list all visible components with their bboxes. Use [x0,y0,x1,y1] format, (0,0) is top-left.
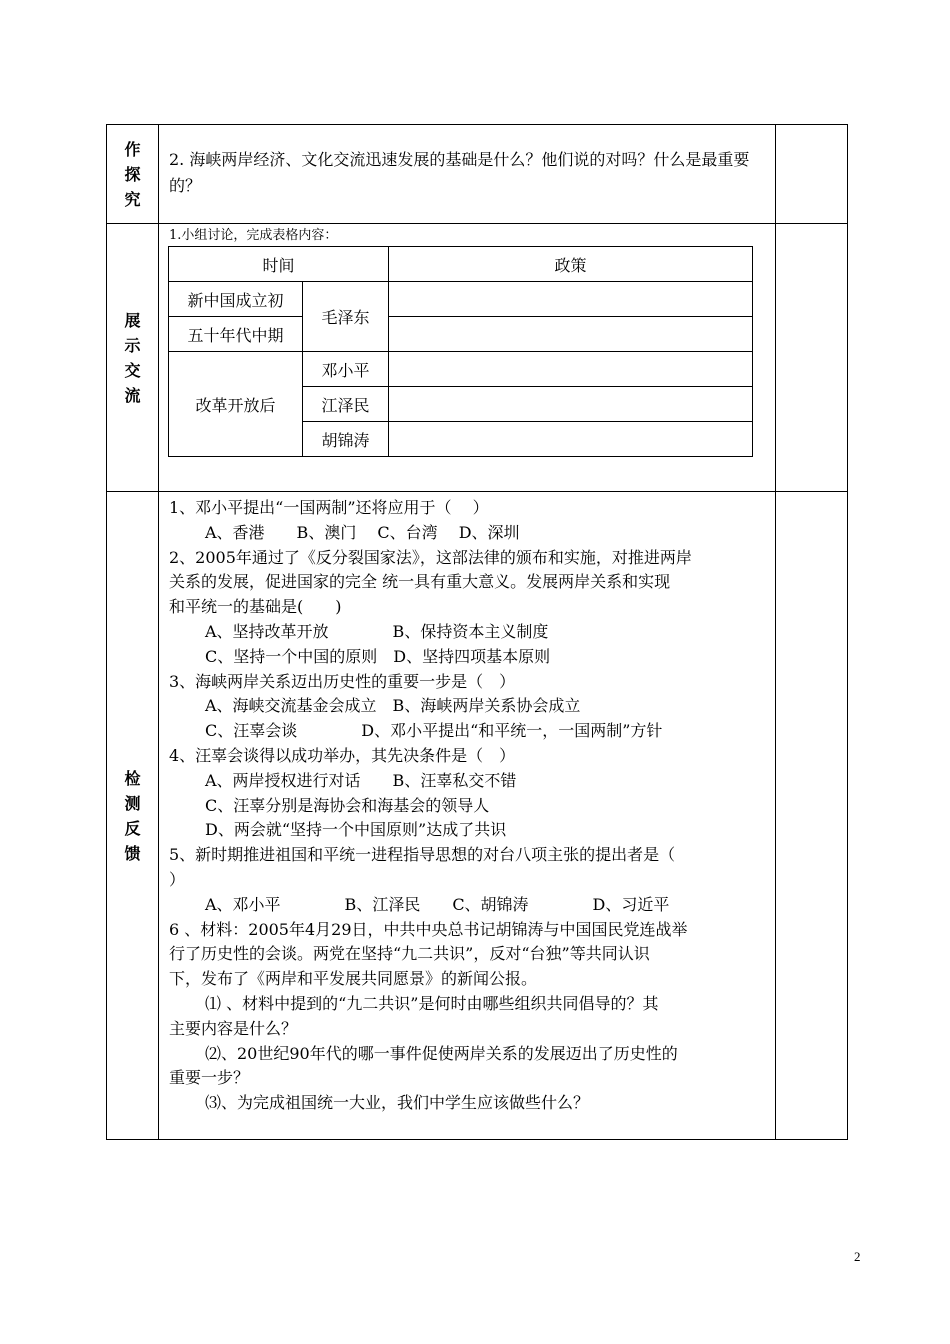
display-content [159,224,776,492]
policy-blank[interactable] [389,387,753,422]
test-label-cell [107,492,159,1140]
policy-blank[interactable] [389,422,753,457]
test-line: ） [169,869,186,889]
explore-label-cell [107,125,159,224]
test-content [159,492,776,1140]
test-line: A、海峡交流基金会成立 B、海峡两岸关系协会成立 [205,696,581,716]
test-line: 下，发布了《两岸和平发展共同愿景》的新闻公报。 [169,969,538,989]
display-label-cell [107,224,159,492]
policy-blank[interactable] [389,317,753,352]
policy-blank[interactable] [389,282,753,317]
test-line: ⑴ 、材料中提到的“九二共识”是何时由哪些组织共同倡导的？其 [205,993,659,1013]
test-line: A、两岸授权进行对话 B、汪辜私交不错 [205,770,517,790]
test-line: C、汪辜分别是海协会和海基会的领导人 [205,795,490,815]
test-line: 重要一步？ [169,1068,250,1088]
test-line: 主要内容是什么？ [169,1018,298,1038]
leader-cell: 胡锦涛 [303,422,389,457]
policy-table [168,246,753,457]
display-label: 展示交流 [124,310,141,405]
test-line: 2、2005年通过了《反分裂国家法》，这部法律的颁布和实施，对推进两岸 [169,547,692,567]
test-line: C、坚持一个中国的原则 D、坚持四项基本原则 [205,646,551,666]
header-time: 时间 [169,247,389,282]
test-line: 1、邓小平提出“一国两制”还将应用于（ ） [169,498,489,517]
explore-question: 2. 海峡两岸经济、文化交流迅速发展的基础是什么？他们说的对吗？什么是最重要的？ [169,150,750,195]
test-line: A、香港 B、澳门 C、台湾 D、深圳 [205,522,520,542]
leader-cell: 邓小平 [303,352,389,387]
test-line: A、邓小平 B、江泽民 C、胡锦涛 D、习近平 [205,894,670,914]
period-cell: 改革开放后 [169,352,303,457]
leader-cell: 毛泽东 [303,282,389,352]
period-cell: 五十年代中期 [169,317,303,352]
test-line: 关系的发展，促进国家的完全 统一具有重大意义。发展两岸关系和实现 [169,572,671,592]
test-label: 检测反馈 [124,768,141,863]
policy-blank[interactable] [389,352,753,387]
test-line: ⑵、20世纪90年代的哪一事件促使两岸关系的发展迈出了历史性的 [205,1043,678,1063]
test-line: 和平统一的基础是( ) [169,597,342,617]
test-line: D、两会就“坚持一个中国原则”达成了共识 [205,820,507,840]
worksheet-table [106,124,848,1140]
test-line: C、汪辜会谈 D、邓小平提出“和平统一，一国两制”方针 [205,721,663,741]
explore-content [159,125,776,224]
explore-notes-cell [776,125,848,224]
test-line: ⑶、为完成祖国统一大业，我们中学生应该做些什么？ [205,1093,590,1113]
test-line: 3、海峡两岸关系迈出历史性的重要一步是（ ） [169,671,516,691]
explore-label: 作探究 [124,139,141,209]
page-number: 2 [854,1249,861,1264]
test-line: 6 、材料：2005年4月29日，中共中央总书记胡锦涛与中国国民党连战举 [169,919,688,939]
leader-cell: 江泽民 [303,387,389,422]
test-questions [159,492,775,1116]
display-notes-cell [776,224,848,492]
header-policy: 政策 [389,247,753,282]
test-line: A、坚持改革开放 B、保持资本主义制度 [205,621,549,641]
test-line: 5、新时期推进祖国和平统一进程指导思想的对台八项主张的提出者是（ [169,845,676,865]
test-line: 行了历史性的会谈。两党在坚持“九二共识”，反对“台独”等共同认识 [169,944,650,964]
period-cell: 新中国成立初 [169,282,303,317]
discussion-title: 1.小组讨论，完成表格内容： [169,228,338,243]
test-notes-cell [776,492,848,1140]
test-line: 4、汪辜会谈得以成功举办，其先决条件是（ ） [169,745,516,765]
